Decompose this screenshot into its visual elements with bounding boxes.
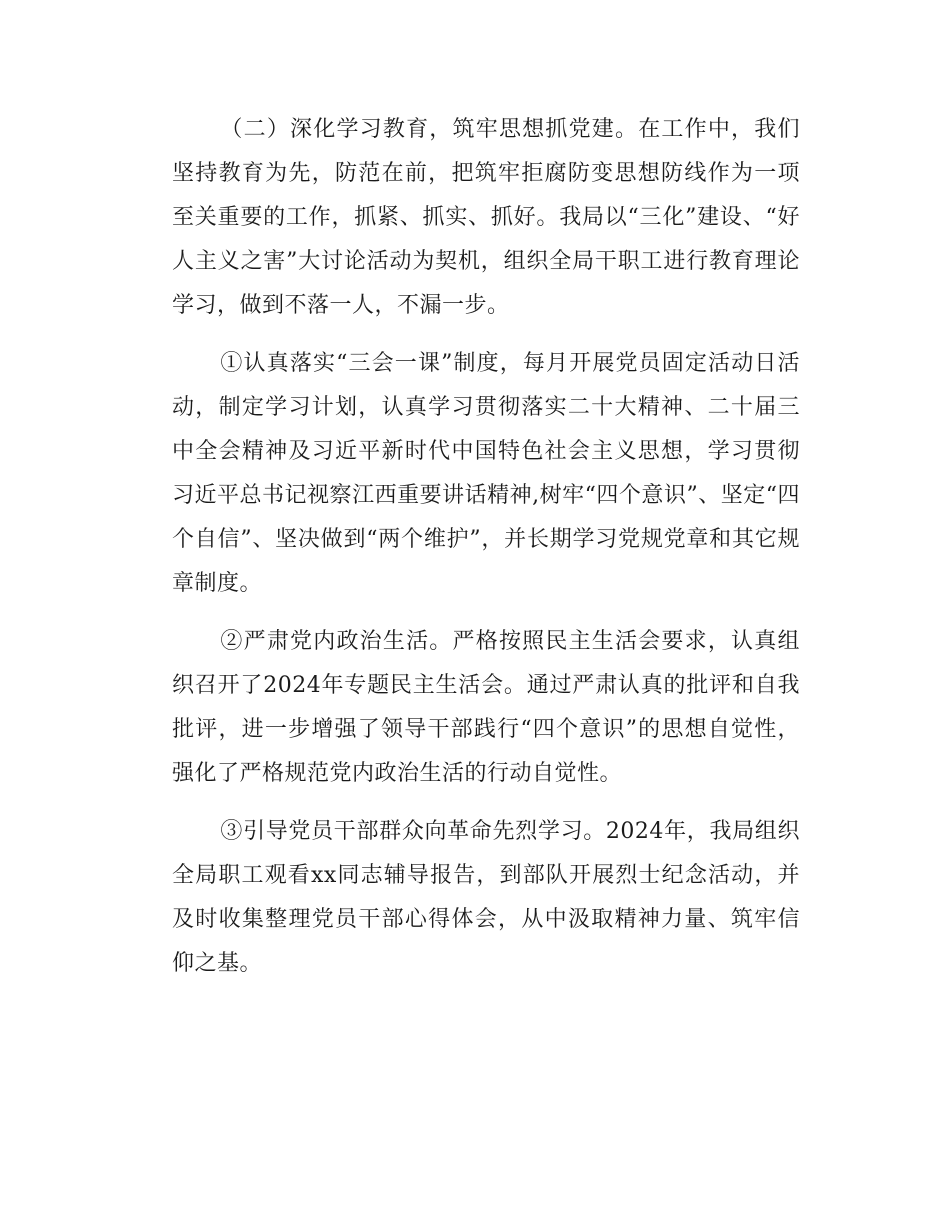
paragraph-item-1: ①认真落实“三会一课”制度，每月开展党员固定活动日活动，制定学习计划，认真学习贯彻落实二十大精神、二十届三中全会精神及习近平新时代中国特色社会主义思想，学习贯彻习近平总书记视察江西重要讲话精神,树牢“四个意识”、坚定“四个自信”、坚决做到“两个维护”，并长期学习党规党章和其它规章制度。 (172, 351, 800, 596)
paragraph-item-3: ③引导党员干部群众向革命先烈学习。2024年，我局组织全局职工观看xx同志辅导报告，到部队开展烈士纪念活动，并及时收集整理党员干部心得体会，从中汲取精神力量、筑牢信仰之基。 (172, 819, 800, 976)
paragraph-item-2: ②严肃党内政治生活。严格按照民主生活会要求，认真组织召开了2024年专题民主生活会。通过严肃认真的批评和自我批评，进一步增强了领导干部践行“四个意识”的思想自觉性，强化了严格规范党内政治生活的行动自觉性。 (172, 629, 800, 786)
paragraph-section-heading: （二）深化学习教育，筑牢思想抓党建。在工作中，我们坚持教育为先，防范在前，把筑牢拒腐防变思想防线作为一项至关重要的工作，抓紧、抓实、抓好。我局以“三化”建设、“好人主义之害”大讨论活动为契机，组织全局干职工进行教育理论学习，做到不落一人，不漏一步。 (172, 117, 800, 318)
document-body (172, 108, 800, 1000)
